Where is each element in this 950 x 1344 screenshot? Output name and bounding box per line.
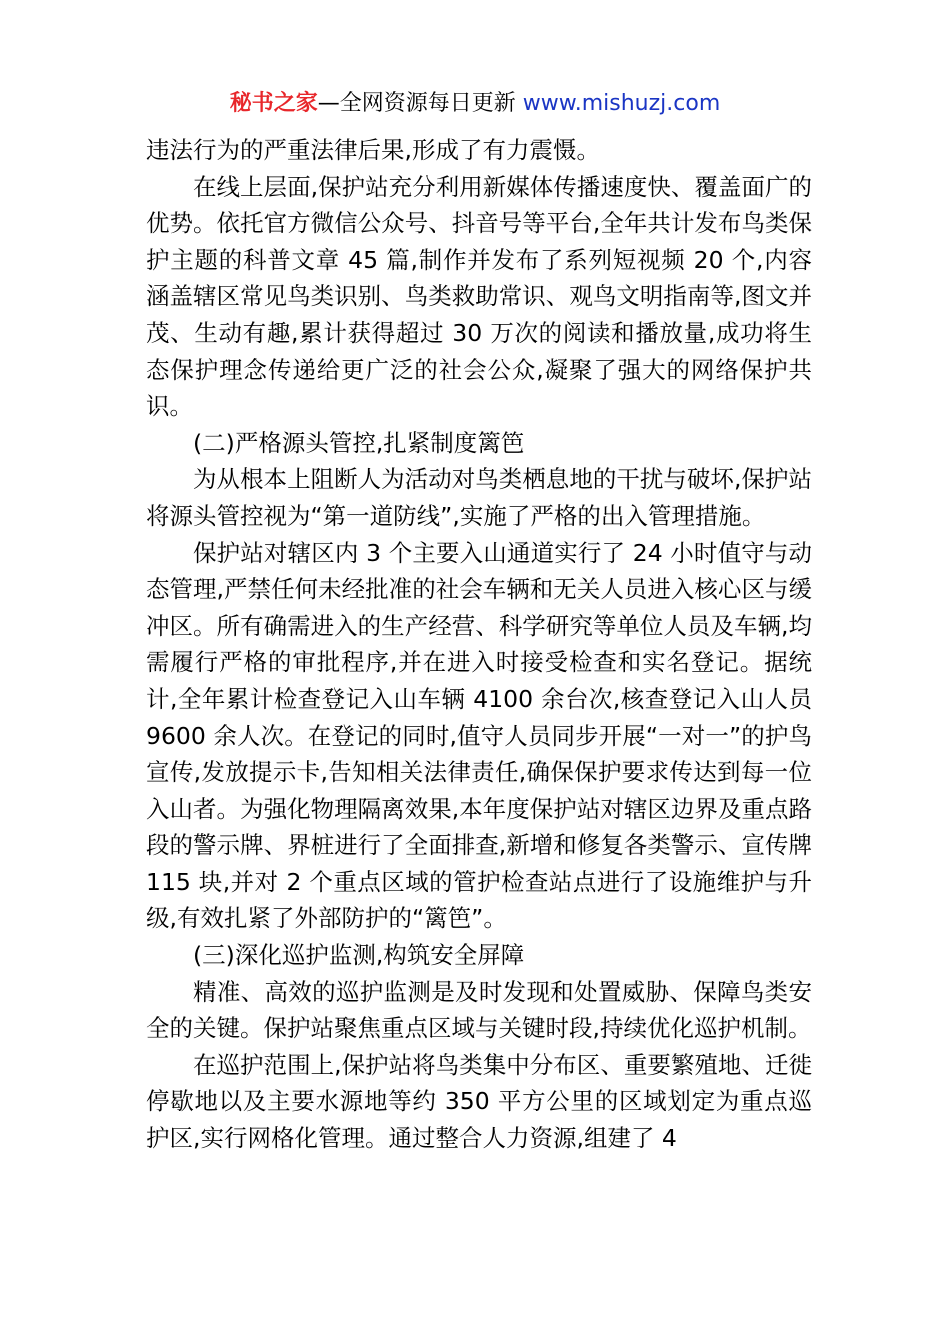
paragraph-source-control-intro: 为从根本上阻断人为活动对鸟类栖息地的干扰与破坏,保护站将源头管控视为“第一道防线”,实施了严格的出入管理措施。 bbox=[146, 465, 812, 530]
page-header bbox=[0, 88, 950, 120]
paragraph-patrol-intro: 精准、高效的巡护监测是及时发现和处置威胁、保障鸟类安全的关键。保护站聚焦重点区域与关键时段,持续优化巡护机制。 bbox=[146, 977, 812, 1043]
paragraph-online-outreach: 在线上层面,保护站充分利用新媒体传播速度快、覆盖面广的优势。依托官方微信公众号、抖音号等平台,全年共计发布鸟类保护主题的科普文章 45 篇,制作并发布了系列短视频 20 个,内容涵盖辖区常见鸟类识别、鸟类救助常识、观鸟文明指南等,图文并茂、生动有趣,累计获得超过 30 万次的阅读和播放量,成功将生态保护理念传递给更广泛的社会公众,凝聚了强大的网络保护共识。 bbox=[146, 172, 812, 421]
header-brand: 秘书之家 bbox=[229, 91, 318, 116]
paragraph-continuation: 违法行为的严重法律后果,形成了有力震慑。 bbox=[146, 136, 600, 164]
header-url-link[interactable]: www.mishuzj.com bbox=[522, 91, 721, 116]
section-heading-3: (三)深化巡护监测,构筑安全屏障 bbox=[193, 941, 525, 970]
header-tagline: —全网资源每日更新 bbox=[317, 91, 523, 116]
document-body bbox=[146, 132, 812, 1157]
paragraph-patrol-scope: 在巡护范围上,保护站将鸟类集中分布区、重要繁殖地、迁徙停歇地以及主要水源地等约 350 平方公里的区域划定为重点巡护区,实行网格化管理。通过整合人力资源,组建了 4 bbox=[146, 1050, 812, 1153]
section-heading-2: (二)严格源头管控,扎紧制度篱笆 bbox=[193, 428, 525, 457]
paragraph-access-management: 保护站对辖区内 3 个主要入山通道实行了 24 小时值守与动态管理,严禁任何未经批准的社会车辆和无关人员进入核心区与缓冲区。所有确需进入的生产经营、科学研究等单位人员及车辆,均需履行严格的审批程序,并在进入时接受检查和实名登记。据统计,全年累计检查登记入山车辆 4100 余台次,核查登记入山人员 9600 余人次。在登记的同时,值守人员同步开展“一对一”的护鸟宣传,发放提示卡,告知相关法律责任,确保保护要求传达到每一位入山者。为强化物理隔离效果,本年度保护站对辖区边界及重点路段的警示牌、界桩进行了全面排查,新增和修复各类警示、宣传牌 115 块,并对 2 个重点区域的管护检查站点进行了设施维护与升级,有效扎紧了外部防护的“篱笆”。 bbox=[146, 538, 812, 933]
